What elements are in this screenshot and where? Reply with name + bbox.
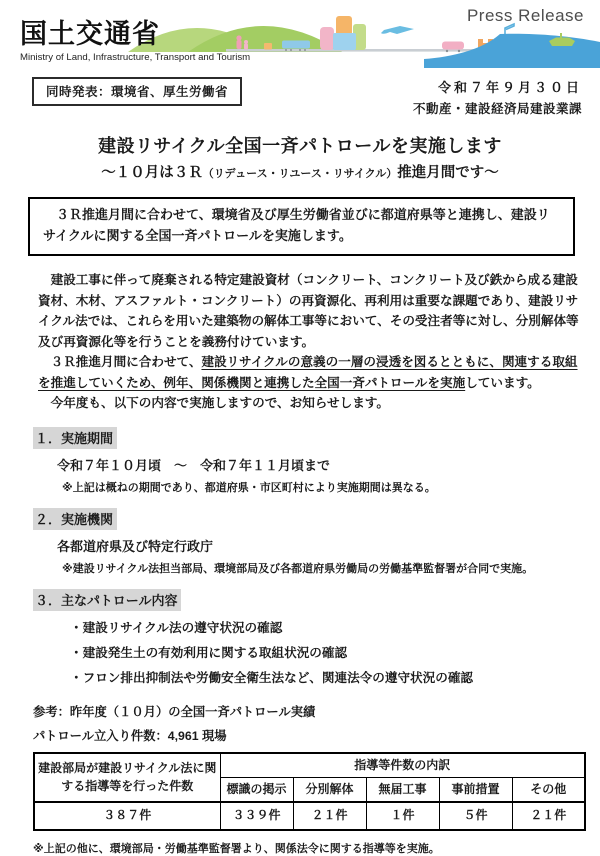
value-other: ２１件 (512, 802, 585, 829)
section-1-content: 令和７年１０月頃 ～ 令和７年１１月頃まで (57, 457, 331, 473)
body-text (38, 270, 583, 414)
section-patrol-contents (0, 589, 600, 686)
section-2-heading: ２．実施機関 (33, 508, 117, 530)
paragraph-2-prefix: ３Ｒ推進月間に合わせて、 (50, 355, 202, 370)
ministry-logo-block (20, 18, 250, 63)
table-header-row-1 (34, 753, 585, 778)
patrol-bullet-3: ・フロン排出抑制法や労働安全衛生法など、関連法令の遵守状況の確認 (70, 670, 473, 685)
section-2-note: ※建設リサイクル法担当部局、環境部局及び各都道府県労働局の労働基準監督署が合同で実施。 (62, 562, 534, 575)
section-2-content: 各都道府県及び特定行政庁 (57, 538, 214, 554)
pink-building (320, 27, 334, 50)
summary-box: ３Ｒ推進月間に合わせて、環境省及び厚生労働省並びに都道府県等と連携し、建設リサイクルに関する全国一斉パトロールを実施します。 (28, 197, 575, 256)
paragraph-1: 建設工事に伴って廃棄される特定建設資材（コンクリート、コンクリート及び鉄から成る建設資材、木材、アスファルト・コンクリート）の再資源化、再利用は重要な課題であり、建設リサイクル法では、これらを用いた建築物の解体工事等において、その受注者等に対し、分別解体等及び再資源化等を行うことを義務付けています。 (38, 273, 579, 349)
blue-building (333, 33, 356, 50)
subtitle-prefix: ～１０月は３Ｒ (101, 165, 203, 181)
patrol-results-table (33, 752, 586, 831)
subtitle-suffix: 推進月間です～ (397, 165, 499, 181)
header (0, 0, 600, 68)
ministry-logo: 国土交通省 (20, 19, 160, 49)
patrol-bullet-1: ・建設リサイクル法の遵守状況の確認 (70, 620, 283, 635)
document-subtitle (0, 161, 600, 182)
section-3-heading: ３．主なパトロール内容 (33, 589, 181, 611)
section-implementing-agencies (0, 508, 600, 576)
paragraph-2-underlined: 建設リサイクルの意義の一層の浸透を図るとともに、関連する取組を推進していくため、例年、関係機関と連携した全国一斉パトロールを実施 (38, 355, 578, 390)
issuing-department: 不動産・建設経済局建設業課 (412, 102, 582, 116)
col-header-unreported: 無届工事 (366, 778, 439, 803)
value-separation: ２１件 (293, 802, 366, 829)
value-signage: ３３９件 (220, 802, 293, 829)
press-release-label: Press Release (466, 6, 584, 25)
paragraph-3: 今年度も、以下の内容で実施しますので、お知らせします。 (50, 396, 389, 411)
airplane-icon (381, 26, 414, 34)
date-block (413, 77, 582, 117)
section-1-heading: １．実施期間 (33, 427, 117, 449)
section-implementation-period (0, 427, 600, 495)
subheader (0, 68, 600, 116)
col-header-signage: 標識の掲示 (220, 778, 293, 803)
title-block (0, 132, 600, 182)
train-icon (282, 41, 310, 49)
paragraph-2-suffix: しています。 (465, 375, 540, 390)
table-footnote: ※上記の他に、環境部局・労働基準監督署より、関係法令に関する指導等を実施。 (33, 842, 440, 855)
col-header-advance: 事前措置 (439, 778, 512, 803)
table-group-header: 指導等件数の内訳 (220, 753, 585, 778)
patrol-bullet-2: ・建設発生土の有効利用に関する取組状況の確認 (70, 645, 348, 660)
release-date: 令和７年９月３０日 (437, 80, 582, 95)
patrol-count: パトロール立入り件数：4,961 現場 (33, 728, 227, 743)
small-building (264, 43, 272, 50)
col-header-separation: 分別解体 (293, 778, 366, 803)
section-1-note: ※上記は概ねの期間であり、都道府県・市区町村により実施期間は異なる。 (62, 481, 436, 494)
reference-title: 参考：昨年度（１０月）の全国一斉パトロール実績 (33, 704, 316, 719)
simultaneous-release-box: 同時発表：環境省、厚生労働省 (32, 77, 242, 106)
bus-icon (442, 42, 464, 50)
document-title: 建設リサイクル全国一斉パトロールを実施します (98, 136, 502, 156)
ministry-name-en: Ministry of Land, Infrastructure, Transport and Tourism (20, 52, 251, 64)
subtitle-parenthetical: （リデュース・リユース・リサイクル） (202, 168, 398, 180)
col-header-other: その他 (512, 778, 585, 803)
value-advance: ５件 (439, 802, 512, 829)
table-data-row (34, 802, 585, 829)
table-left-header: 建設部局が建設リサイクル法に関する指導等を行った件数 (34, 753, 220, 803)
value-total-guidance: ３８７件 (34, 802, 220, 829)
value-unreported: １件 (366, 802, 439, 829)
reference-block (33, 702, 600, 744)
paragraph-2 (38, 352, 583, 393)
